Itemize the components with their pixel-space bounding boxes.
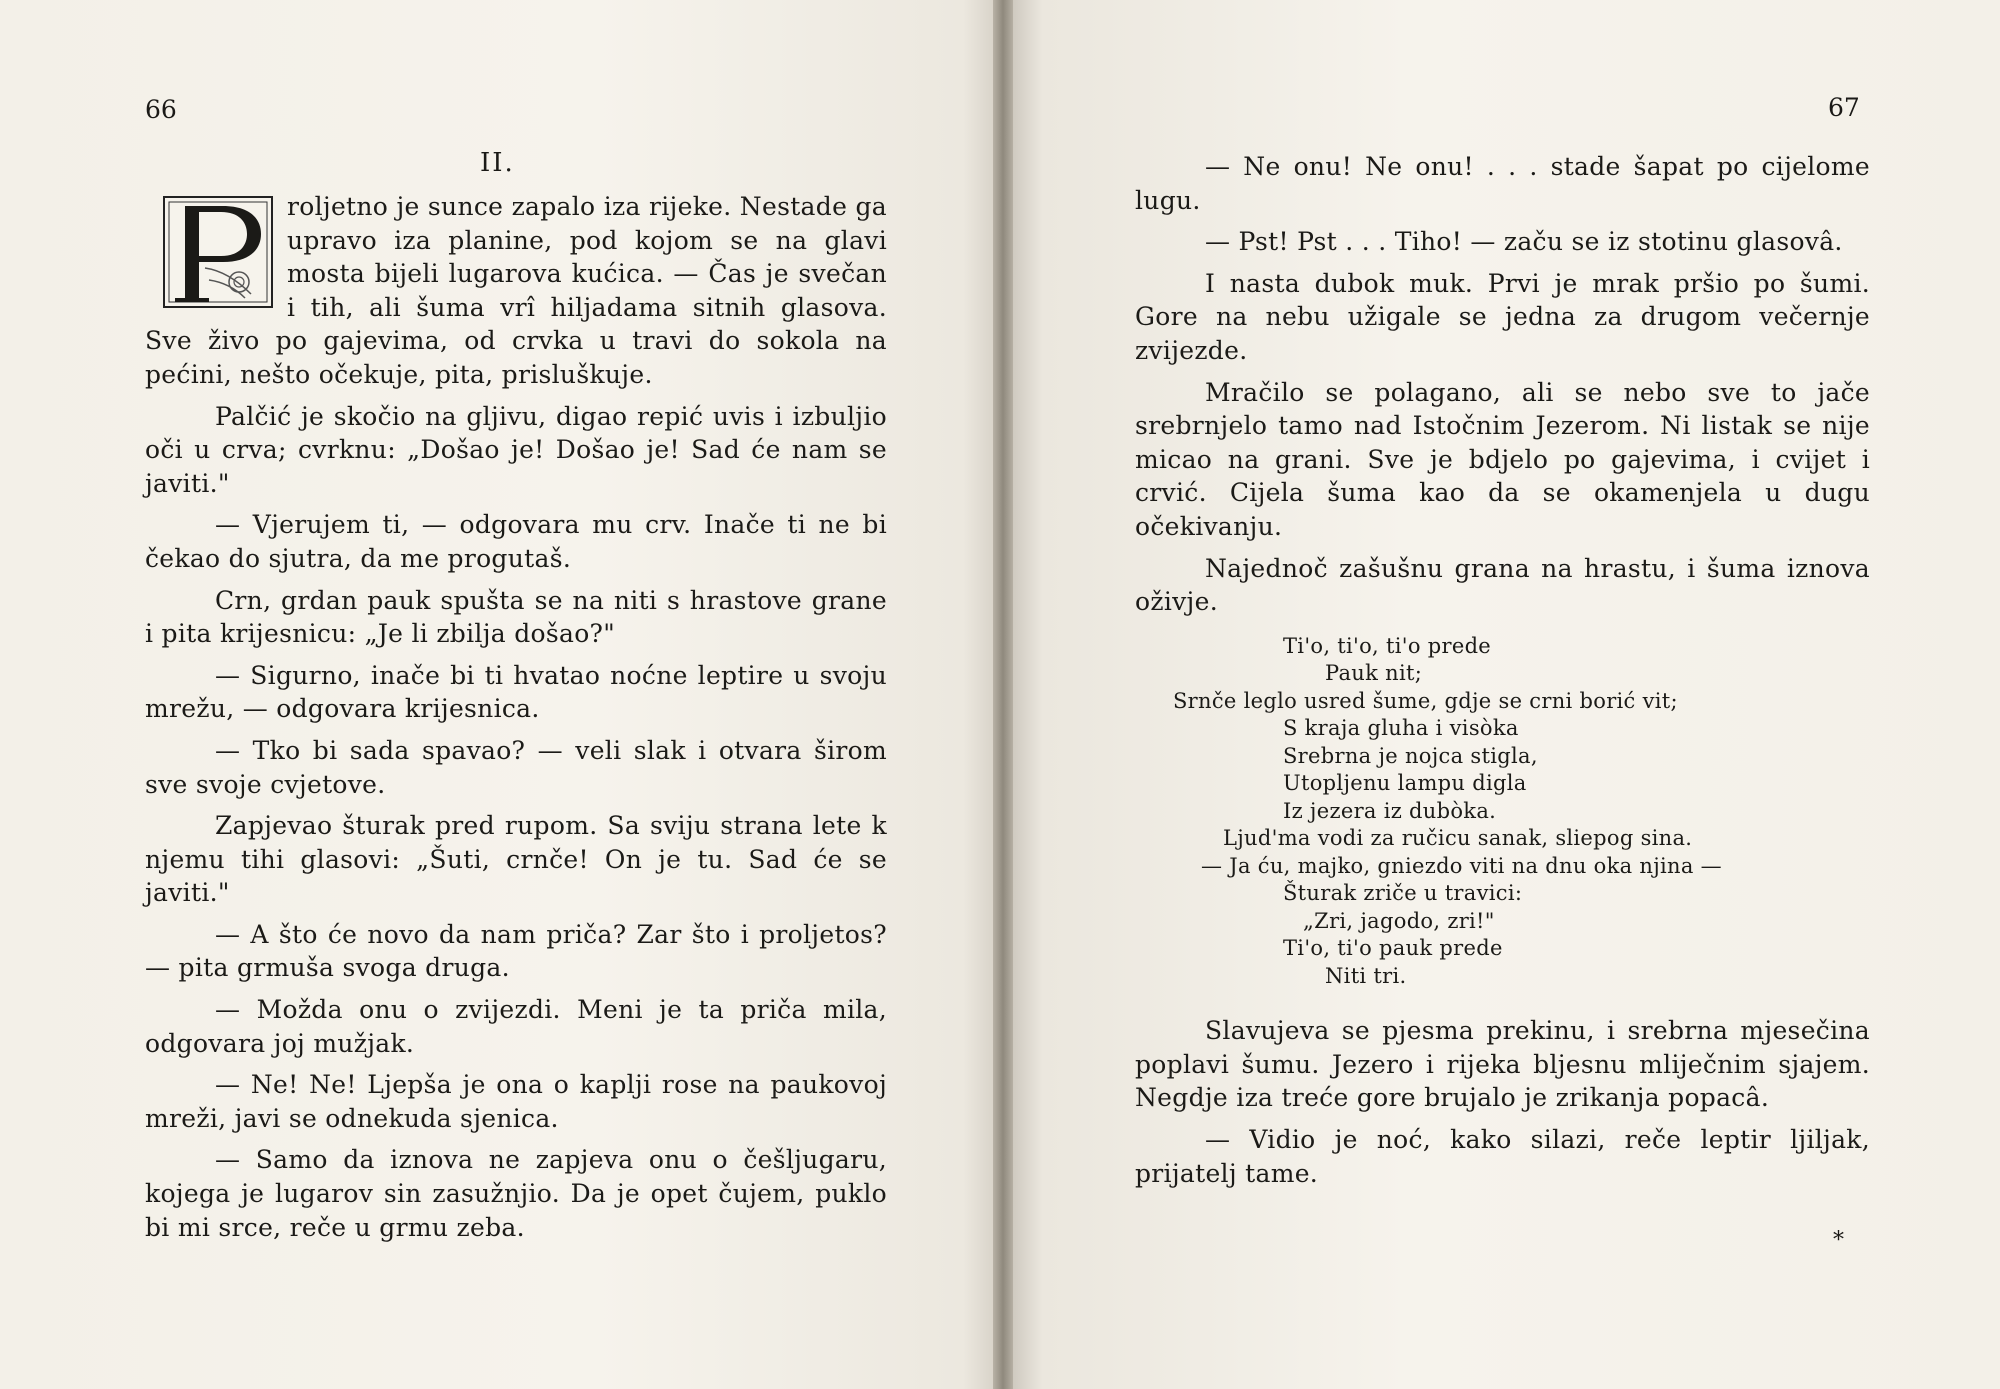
paragraph-5: — Sigurno, inače bi ti hvatao noćne leptire u svoju mrežu, — odgovara krijesnica. [145,660,887,724]
poem-line: Srnče leglo usred šume, gdje se crni borić vit; [1173,688,1678,713]
poem-line: Pauk nit; [1325,661,1423,686]
chapter-heading: II. [480,148,515,178]
paragraph-r5: Najednoč zašušnu grana na hrastu, i šuma iznova oživje. [1135,553,1870,617]
page-number-right: 67 [1828,93,1860,122]
drop-cap-ornament-icon [165,198,271,306]
paragraph-8: — A što će novo da nam priča? Zar što i proljetos? — pita grmuša svoga druga. [145,919,887,983]
poem-line: Srebrna je nojca stigla, [1283,743,1538,768]
poem-line: Šturak zriče u travici: [1283,881,1523,906]
paragraph-6: — Tko bi sada spavao? — veli slak i otvara širom sve svoje cvjetove. [145,735,887,799]
paragraph-11: — Samo da iznova ne zapjeva onu o češljugaru, kojega je lugarov sin zasužnjio. Da je opet čujem, puklo bi mi srce, reče u grmu zeba. [145,1145,887,1242]
poem-line: S kraja gluha i visòka [1283,716,1519,741]
paragraph-r4: Mračilo se polagano, ali se nebo sve to jače srebrnjelo tamo nad Istočnim Jezerom. Ni listak se nije micao na grani. Sve je bdjelo po gajevima, i cvijet i crvić. Cijela šuma kao da se okamenjela u dugu očekivanju. [1135,377,1870,541]
poem-line: Iz jezera iz dubòka. [1283,798,1497,823]
right-page-text [1135,150,1870,1198]
right-page [1013,0,2000,1389]
left-page-text [145,190,887,1252]
poem-line: — Ja ću, majko, gniezdo viti na dnu oka njina — [1201,853,1722,878]
paragraph-2: Palčić je skočio na gljivu, digao repić uvis i izbuljio oči u crva; cvrknu: „Došao je! Došao je! Sad će nam se javiti." [145,401,887,498]
book-gutter [993,0,1013,1389]
paragraph-r3: I nasta dubok muk. Prvi je mrak pršio po šumi. Gore na nebu užigale se jedna za drugom večernje zvijezde. [1135,268,1870,365]
paragraph-1-text: roljetno je sunce zapalo iza rijeke. Nestade ga upravo iza planine, pod kojom se na glavi mosta bijeli lugarova kućica. — Čas je svečan i tih, ali šuma vrî hiljadama sitnih glasova. Sve živo po gajevima, od crvka u travi do sokola na pećini, nešto očekuje, pita, prisluškuje. [145,192,887,389]
section-mark: * [1833,1228,1844,1253]
poem-line: Niti tri. [1325,963,1407,988]
paragraph-r1: — Ne onu! Ne onu! . . . stade šapat po cijelome lugu. [1135,152,1870,215]
paragraph-9: — Možda onu o zvijezdi. Meni je ta priča mila, odgovara joj mužjak. [145,995,887,1058]
paragraph-r6: Slavujeva se pjesma prekinu, i srebrna mjesečina poplavi šumu. Jezero i rijeka bljesnu mliječnim sjajem. Negdje iza treće gore brujalo je zrikanja popacâ. [1135,1016,1870,1113]
poem-line: „Zri, jagodo, zri!" [1303,908,1495,933]
ornamental-drop-cap [163,196,273,308]
paragraph-7: Zapjevao šturak pred rupom. Sa sviju strana lete k njemu tihi glasovi: „Šuti, crnče! On je tu. Sad će se javiti." [145,811,887,908]
poem-line: Ti'o, ti'o, ti'o prede [1283,633,1492,658]
paragraph-1 [145,190,887,392]
poem-line: Ti'o, ti'o pauk prede [1283,936,1503,961]
page-number-left: 66 [145,95,177,124]
poem-line: Ljud'ma vodi za ručicu sanak, sliepog sina. [1223,826,1693,851]
paragraph-4: Crn, grdan pauk spušta se na niti s hrastove grane i pita krijesnicu: „Je li zbilja došao?" [145,585,887,649]
paragraph-10: — Ne! Ne! Ljepša je ona o kaplji rose na paukovoj mreži, javi se odnekuda sjenica. [145,1070,887,1133]
paragraph-r2: — Pst! Pst . . . Tiho! — začu se iz stotinu glasovâ. [1205,227,1843,257]
paragraph-r7: — Vidio je noć, kako silazi, reče leptir ljiljak, prijatelj tame. [1135,1125,1870,1188]
left-page [0,0,993,1389]
paragraph-3: — Vjerujem ti, — odgovara mu crv. Inače ti ne bi čekao do sjutra, da me progutaš. [145,510,887,573]
poem [1135,633,1870,991]
poem-line: Utopljenu lampu digla [1283,771,1527,796]
